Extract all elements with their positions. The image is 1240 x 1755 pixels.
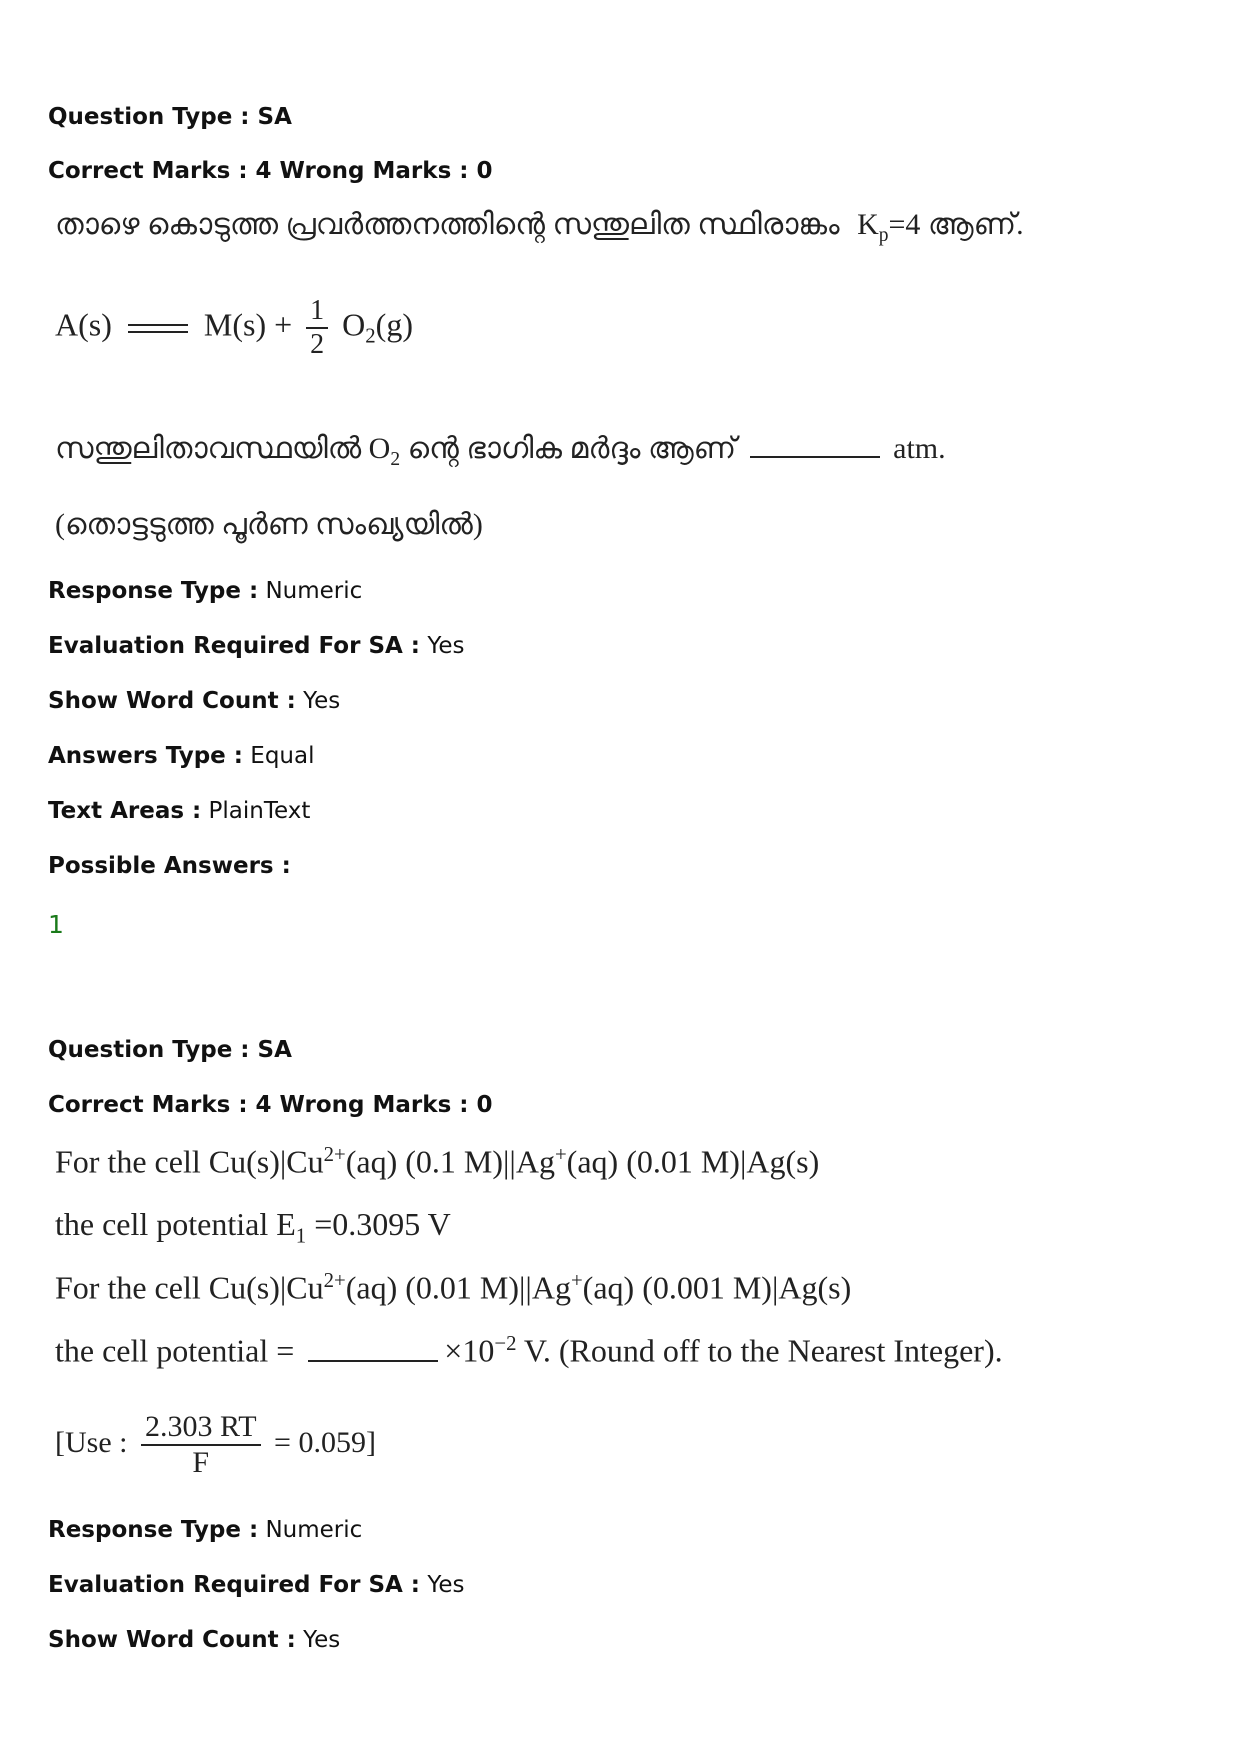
q1-malayalam-line2: സന്തുലിതാവസ്ഥയിൽ $O_2$ ന്റെ ഭാഗിക മർദ്ദം ആണ് atm. xyxy=(55,432,946,470)
q1-malayalam-line3: (തൊട്ടടുത്ത പൂർണ സംഖ്യയിൽ) xyxy=(55,508,483,541)
q1-answers-type: Answers Type : Equal xyxy=(48,743,315,769)
q1-show-word-count: Show Word Count : Yes xyxy=(48,688,341,714)
q1-possible-answers-label: Possible Answers : xyxy=(48,853,291,879)
q1-text-areas: Text Areas : PlainText xyxy=(48,798,311,824)
q2-use-formula: [Use : $\frac{2.303 RT}{F}$ = 0.059] xyxy=(55,1410,376,1479)
q1-marks: Correct Marks : 4 Wrong Marks : 0 xyxy=(48,158,493,184)
formula-fraction: $\frac{2.303 RT}{F}$ xyxy=(141,1410,261,1480)
q1-possible-answer: 1 xyxy=(48,910,64,939)
q1-evaluation-required: Evaluation Required For SA : Yes xyxy=(48,633,465,659)
q1-response-type: Response Type : Numeric xyxy=(48,578,363,604)
q2-marks: Correct Marks : 4 Wrong Marks : 0 xyxy=(48,1092,493,1118)
q2-show-word-count: Show Word Count : Yes xyxy=(48,1627,341,1653)
q2-cell-line4: the cell potential = $\times 10^{-2}$ V. (Round off to the Nearest Integer). xyxy=(55,1332,1003,1369)
answer-blank xyxy=(750,434,880,458)
q2-cell-line3: For the cell $Cu(s)|Cu^{2+}(aq)$ (0.01 M)||Ag+(aq) (0.001 M)|Ag(s) xyxy=(55,1269,852,1306)
q1-malayalam-line1: താഴെ കൊടുത്ത പ്രവർത്തനത്തിന്റെ സന്തുലിത സ്ഥിരാങ്കം $K_p=4$ ആണ്. xyxy=(55,208,1024,246)
q2-evaluation-required: Evaluation Required For SA : Yes xyxy=(48,1572,465,1598)
answer-blank xyxy=(308,1338,438,1362)
q2-cell-line1: For the cell $Cu(s)|Cu^{2+}(aq)$ (0.1 M)||Ag+(aq) (0.01 M)|Ag(s) xyxy=(55,1143,820,1180)
q2-question-type: Question Type : SA xyxy=(48,1037,292,1063)
equilibrium-arrow xyxy=(128,321,188,335)
fraction-half: $\frac{1}{2}$ xyxy=(306,295,328,361)
q1-equation: A(s) M(s) + $\frac{1}{2}$ $O_2(g)$ xyxy=(55,295,413,360)
q2-cell-line2: the cell potential $E_1 =0.3095$ V xyxy=(55,1206,451,1248)
q1-question-type: Question Type : SA xyxy=(48,104,292,130)
q2-response-type: Response Type : Numeric xyxy=(48,1517,363,1543)
